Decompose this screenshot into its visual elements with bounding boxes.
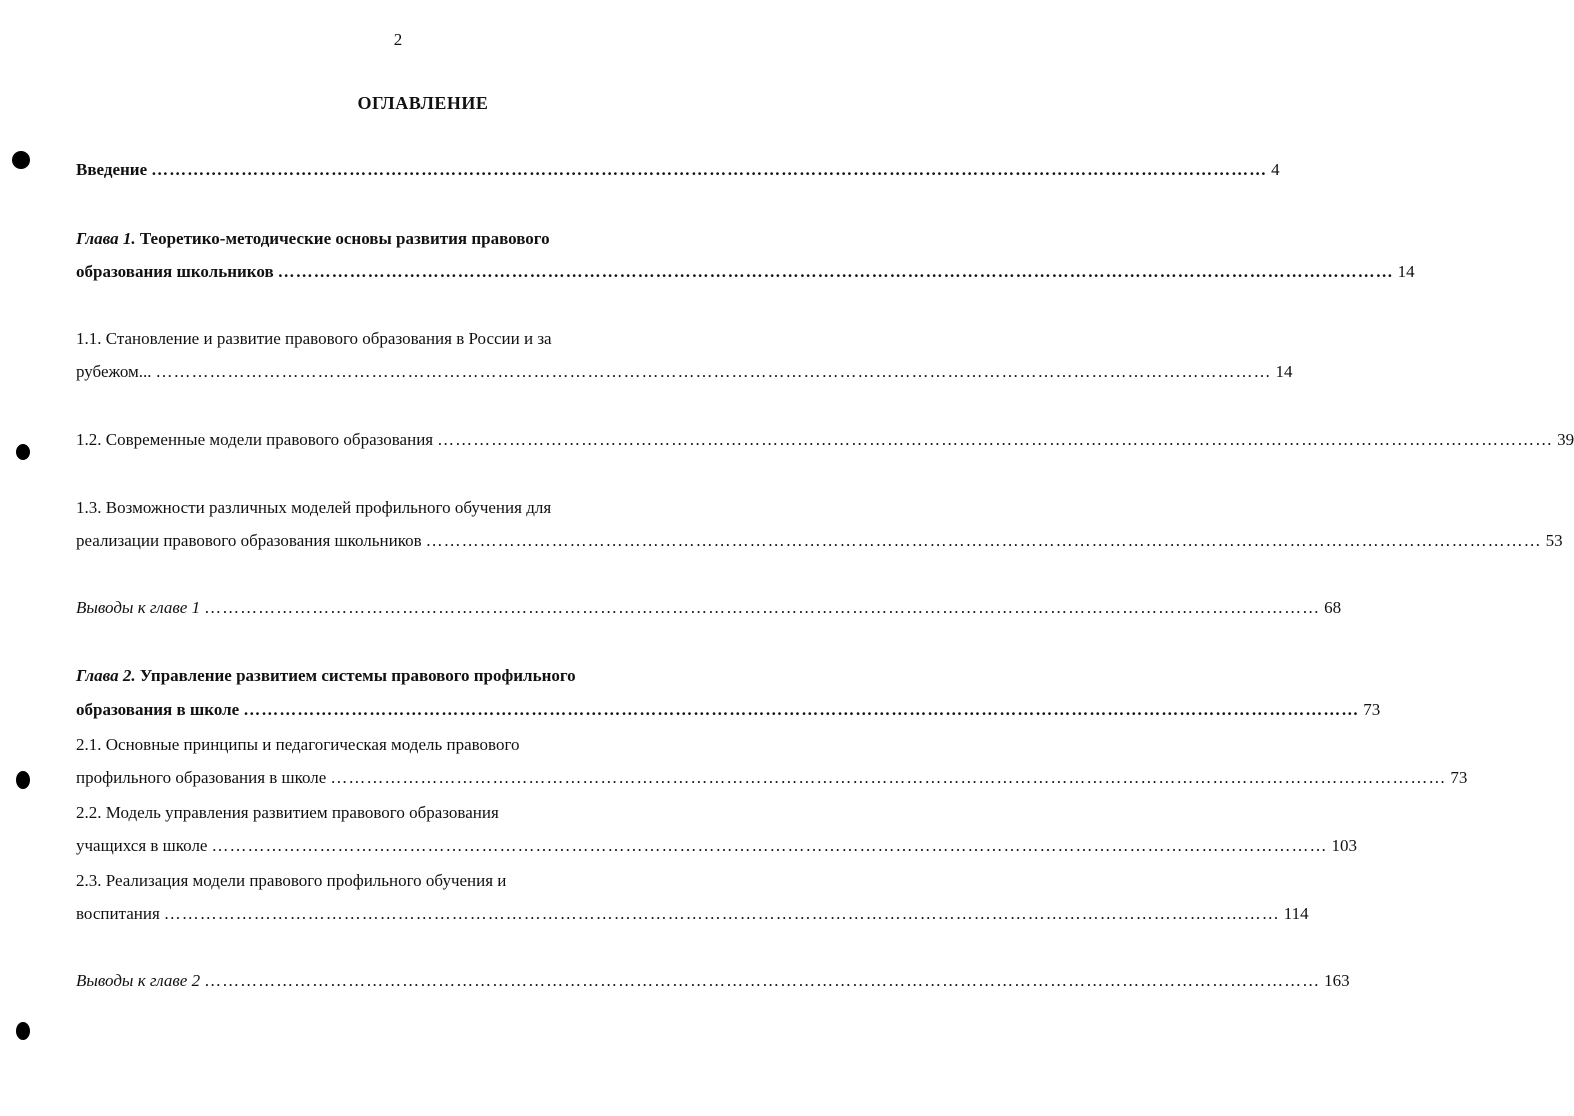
- chapter-prefix: Глава 1.: [76, 229, 136, 248]
- toc-entry-chapter-2[interactable]: [76, 700, 1381, 720]
- toc-entry-2-2[interactable]: [76, 836, 1357, 856]
- toc-entry-2-3-line[interactable]: 2.3. Реализация модели правового профильного обучения и: [76, 871, 507, 890]
- toc-entry-label: профильного образования в школе: [76, 768, 327, 787]
- toc-entry-label: Введение: [76, 160, 148, 179]
- toc-entry-chapter-1[interactable]: [76, 262, 1415, 282]
- toc-page-number: 73: [1363, 700, 1381, 719]
- dot-leader: ……………………………………………………………………………………………………………………………………………………………………: [163, 904, 1280, 923]
- toc-entry-chapter-1-title[interactable]: [76, 229, 550, 249]
- dot-leader: ……………………………………………………………………………………………………………………………………………………………………: [243, 700, 1360, 719]
- toc-entry-line: Теоретико-методические основы развития правового: [139, 229, 550, 248]
- toc-entry-1-1-line[interactable]: 1.1. Становление и развитие правового образования в России и за: [76, 329, 552, 348]
- toc-entry-label: реализации правового образования школьников: [76, 531, 422, 550]
- toc-page-number: 4: [1271, 160, 1280, 179]
- toc-page-number: 103: [1331, 836, 1357, 855]
- dot-leader: ……………………………………………………………………………………………………………………………………………………………………: [425, 531, 1542, 550]
- toc-entry-label: учащихся в школе: [76, 836, 208, 855]
- toc-page-number: 53: [1545, 531, 1563, 550]
- toc-page-number: 14: [1397, 262, 1415, 281]
- dot-leader: ……………………………………………………………………………………………………………………………………………………………………: [151, 160, 1268, 179]
- punch-hole-mark: [16, 1022, 30, 1040]
- toc-entry-1-3-line[interactable]: 1.3. Возможности различных моделей профильного обучения для: [76, 498, 552, 517]
- toc-entry-conclusions-1[interactable]: [76, 598, 1342, 618]
- toc-page-number: 73: [1450, 768, 1468, 787]
- toc-entry-label: образования школьников: [76, 262, 274, 281]
- toc-entry-introduction[interactable]: [76, 160, 1280, 180]
- dot-leader: ……………………………………………………………………………………………………………………………………………………………………: [204, 598, 1321, 617]
- toc-entry-chapter-2-title[interactable]: [76, 666, 576, 686]
- page-number: 2: [393, 30, 403, 49]
- dot-leader: ……………………………………………………………………………………………………………………………………………………………………: [211, 836, 1328, 855]
- toc-entry-conclusions-2[interactable]: [76, 971, 1350, 991]
- toc-entry-line: Управление развитием системы правового профильного: [139, 666, 576, 685]
- toc-entry-2-3[interactable]: [76, 904, 1309, 924]
- toc-entry-1-3[interactable]: [76, 531, 1563, 551]
- table-of-contents-title: ОГЛАВЛЕНИЕ: [357, 93, 489, 113]
- toc-page-number: 14: [1275, 362, 1293, 381]
- toc-page-number: 163: [1324, 971, 1350, 990]
- toc-entry-2-1-line[interactable]: 2.1. Основные принципы и педагогическая модель правового: [76, 735, 520, 754]
- dot-leader: ……………………………………………………………………………………………………………………………………………………………………: [277, 262, 1394, 281]
- punch-hole-mark: [16, 444, 30, 460]
- toc-entry-label: 1.2. Современные модели правового образования: [76, 430, 434, 449]
- toc-page-number: 68: [1324, 598, 1342, 617]
- toc-entry-label: Выводы к главе 1: [76, 598, 201, 617]
- punch-hole-mark: [12, 151, 30, 169]
- toc-page-number: 39: [1557, 430, 1574, 449]
- toc-entry-label: Выводы к главе 2: [76, 971, 201, 990]
- toc-entry-2-1[interactable]: [76, 768, 1468, 788]
- dot-leader: ……………………………………………………………………………………………………………………………………………………………………: [330, 768, 1447, 787]
- toc-entry-1-2[interactable]: [76, 430, 1574, 450]
- toc-entry-label: воспитания: [76, 904, 160, 923]
- punch-hole-mark: [16, 771, 30, 789]
- toc-entry-label: рубежом...: [76, 362, 152, 381]
- dot-leader: ……………………………………………………………………………………………………………………………………………………………………: [437, 430, 1554, 449]
- dot-leader: ……………………………………………………………………………………………………………………………………………………………………: [155, 362, 1272, 381]
- toc-entry-1-1[interactable]: [76, 362, 1293, 382]
- dot-leader: ……………………………………………………………………………………………………………………………………………………………………: [204, 971, 1321, 990]
- chapter-prefix: Глава 2.: [76, 666, 136, 685]
- toc-page-number: 114: [1283, 904, 1309, 923]
- toc-entry-2-2-line[interactable]: 2.2. Модель управления развитием правового образования: [76, 803, 499, 822]
- toc-entry-label: образования в школе: [76, 700, 240, 719]
